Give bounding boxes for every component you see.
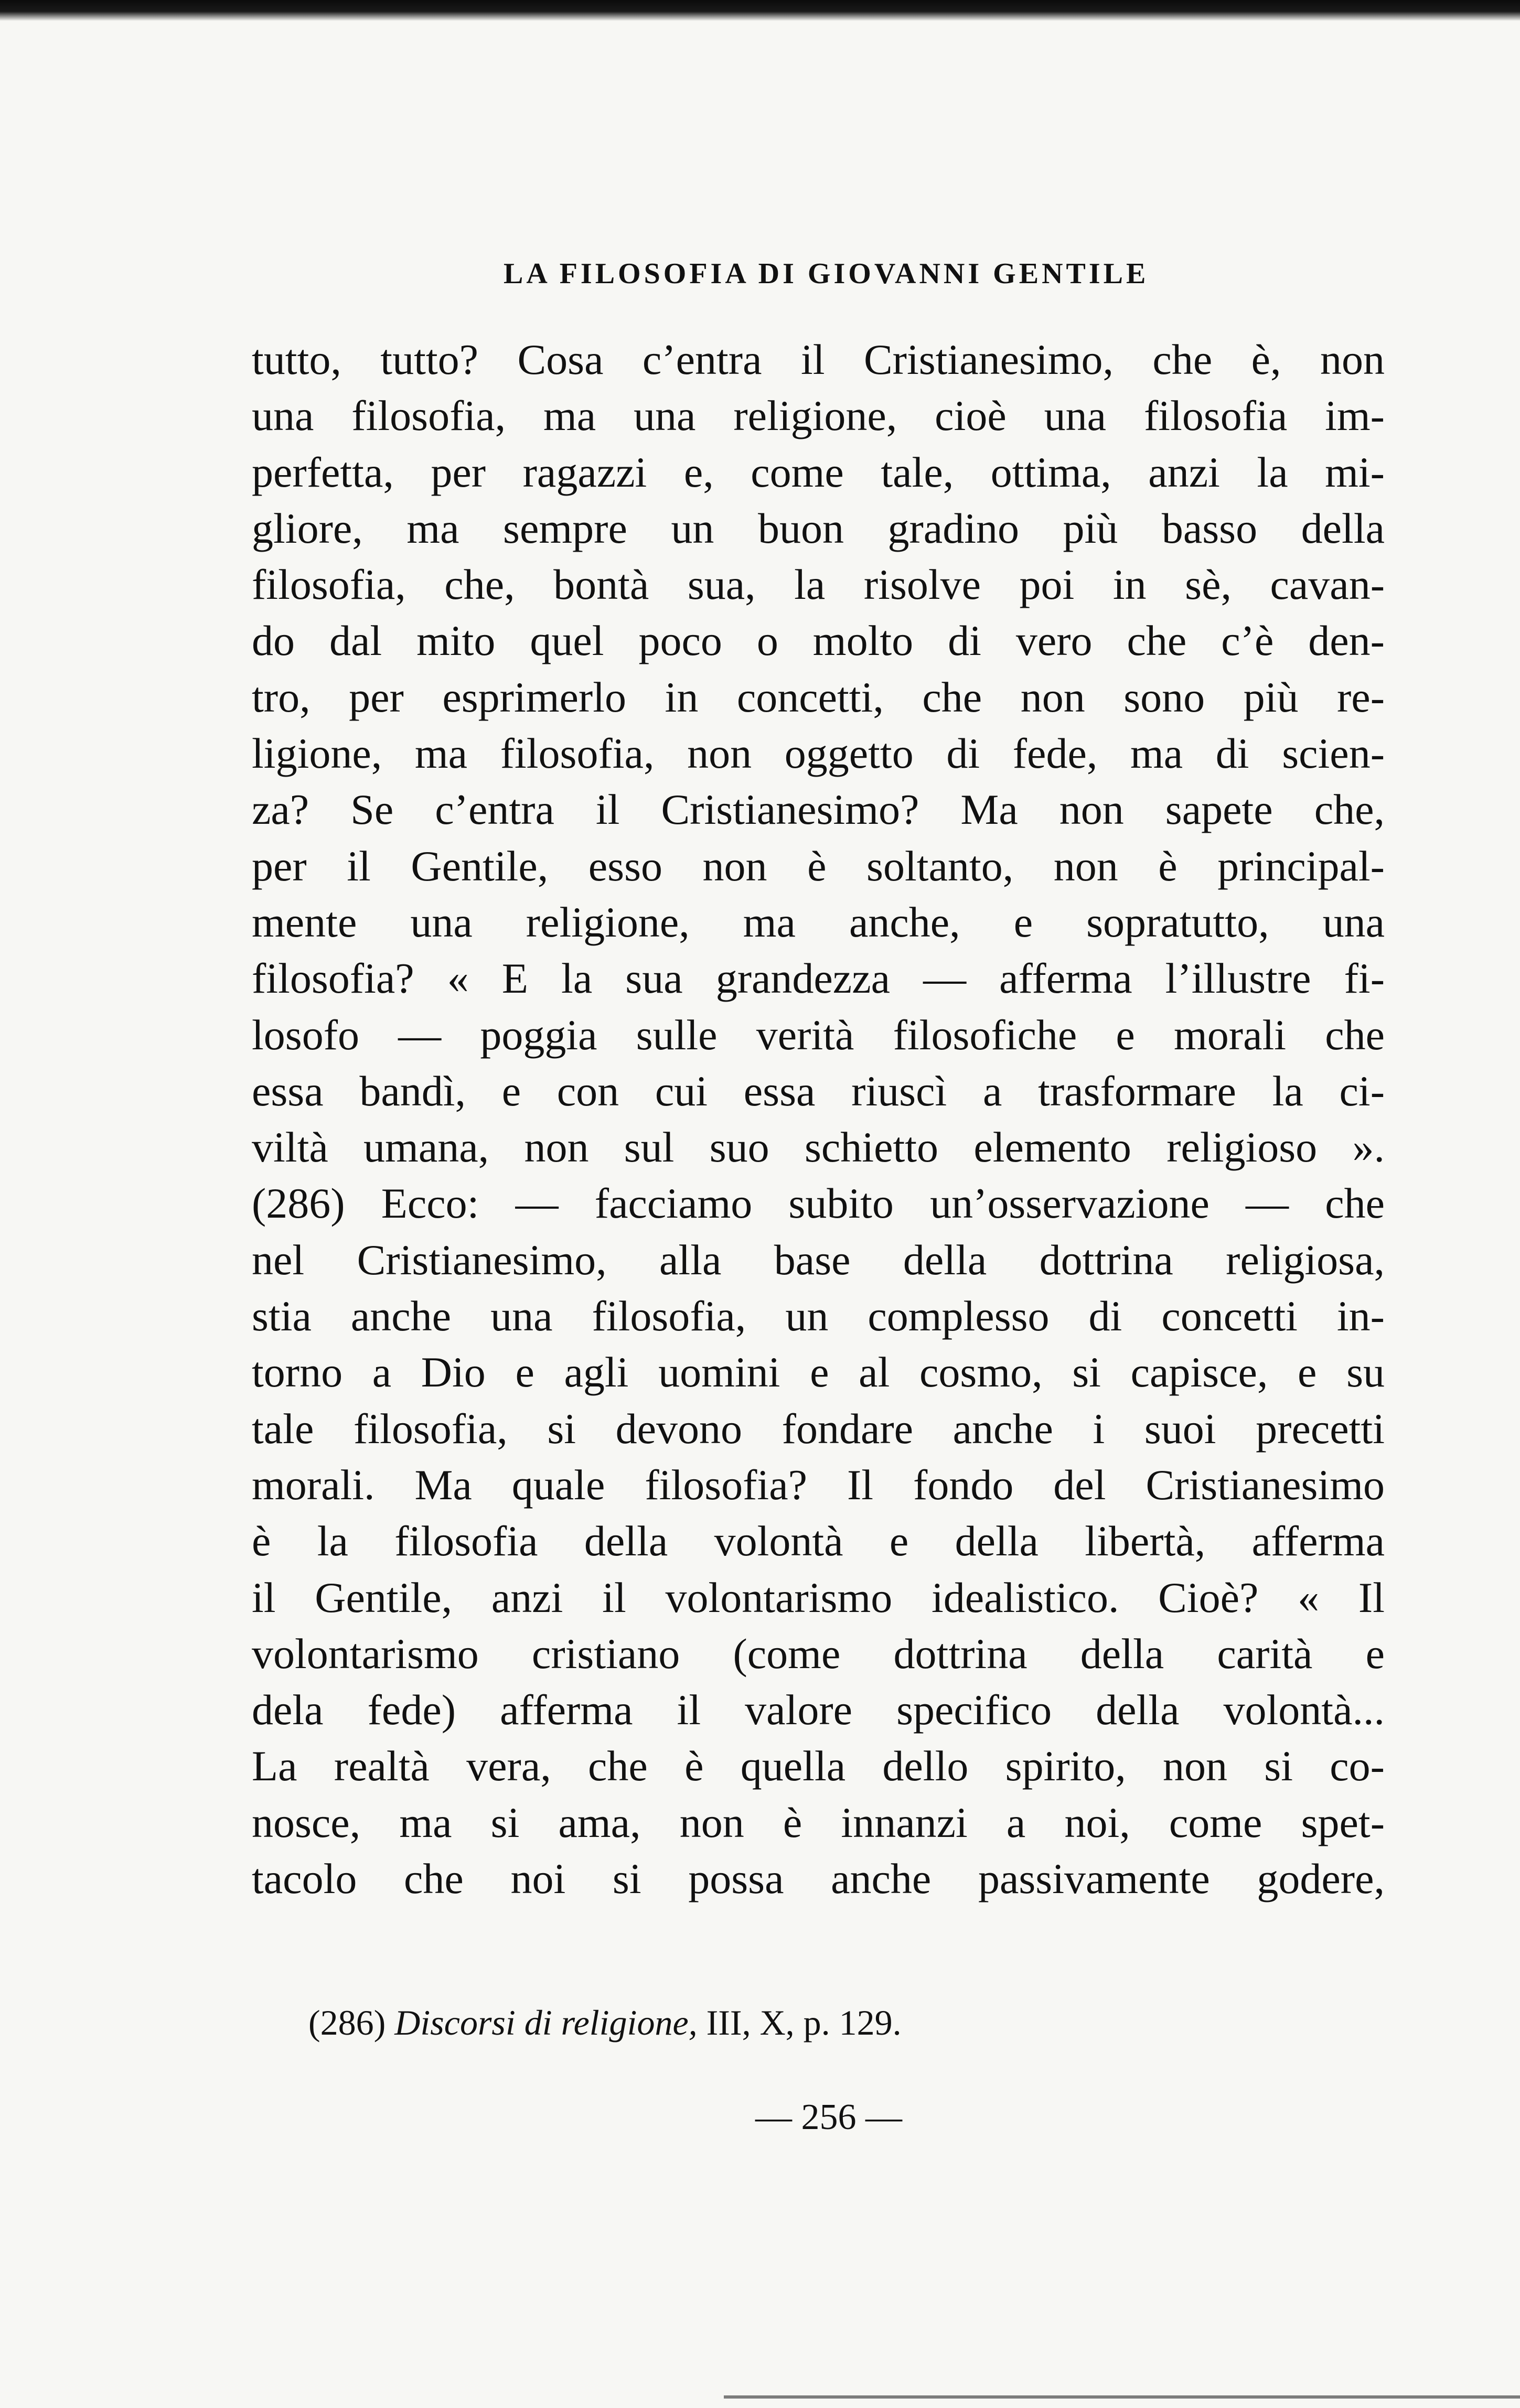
scan-edge-bottom <box>724 2395 1520 2399</box>
footnote-number: (286) <box>308 2003 386 2042</box>
body-line: tutto, tutto? Cosa c’entra il Cristianesimo, che è, non <box>252 336 1385 383</box>
body-line: stia anche una filosofia, un complesso di concetti in- <box>252 1292 1385 1340</box>
body-line: tro, per esprimerlo in concetti, che non sono più re- <box>252 673 1385 721</box>
body-line: volontarismo cristiano (come dottrina della carità e <box>252 1629 1385 1678</box>
body-line: ligione, ma filosofia, non oggetto di fede, ma di scien- <box>252 729 1385 778</box>
scan-edge-top <box>0 0 1520 21</box>
body-line: gliore, ma sempre un buon gradino più basso della <box>252 504 1385 552</box>
body-text <box>252 331 1385 1907</box>
body-line: è la filosofia della volontà e della libertà, afferma <box>252 1517 1385 1565</box>
body-line: za? Se c’entra il Cristianesimo? Ma non sapete che, <box>252 786 1385 834</box>
footnote-reference: III, X, p. 129. <box>706 2003 902 2042</box>
body-line: filosofia, che, bontà sua, la risolve poi in sè, cavan- <box>252 561 1385 609</box>
body-line: losofo — poggia sulle verità filosofiche e morali che <box>252 1010 1385 1059</box>
footnote <box>308 2002 902 2044</box>
body-line: La realtà vera, che è quella dello spirito, non si co- <box>252 1742 1385 1790</box>
body-line: mente una religione, ma anche, e sopratutto, una <box>252 898 1385 946</box>
body-line: nosce, ma si ama, non è innanzi a noi, come spet- <box>252 1798 1385 1846</box>
body-line: il Gentile, anzi il volontarismo idealistico. Cioè? « Il <box>252 1573 1385 1621</box>
body-line: do dal mito quel poco o molto di vero che c’è den- <box>252 617 1385 665</box>
running-head: LA FILOSOFIA DI GIOVANNI GENTILE <box>504 257 1149 290</box>
body-line: tacolo che noi si possa anche passivamente godere, <box>252 1855 1385 1903</box>
body-line: dela fede) afferma il valore specifico della volontà... <box>252 1686 1385 1734</box>
body-line: perfetta, per ragazzi e, come tale, ottima, anzi la mi- <box>252 448 1385 496</box>
body-line: (286) Ecco: — facciamo subito un’osservazione — che <box>252 1179 1385 1228</box>
body-line: torno a Dio e agli uomini e al cosmo, si capisce, e su <box>252 1348 1385 1396</box>
body-line: per il Gentile, esso non è soltanto, non è principal- <box>252 842 1385 890</box>
body-line: tale filosofia, si devono fondare anche i suoi precetti <box>252 1404 1385 1453</box>
body-line: filosofia? « E la sua grandezza — afferma l’illustre fi- <box>252 954 1385 1003</box>
body-line: una filosofia, ma una religione, cioè una filosofia im- <box>252 392 1385 440</box>
body-line: essa bandì, e con cui essa riuscì a trasformare la ci- <box>252 1067 1385 1115</box>
body-line: nel Cristianesimo, alla base della dottrina religiosa, <box>252 1235 1385 1284</box>
body-line: viltà umana, non sul suo schietto elemento religioso ». <box>252 1123 1385 1171</box>
footnote-title: Discorsi di religione, <box>394 2003 698 2042</box>
page-number: — 256 — <box>755 2097 902 2137</box>
body-line: morali. Ma quale filosofia? Il fondo del Cristianesimo <box>252 1460 1385 1509</box>
